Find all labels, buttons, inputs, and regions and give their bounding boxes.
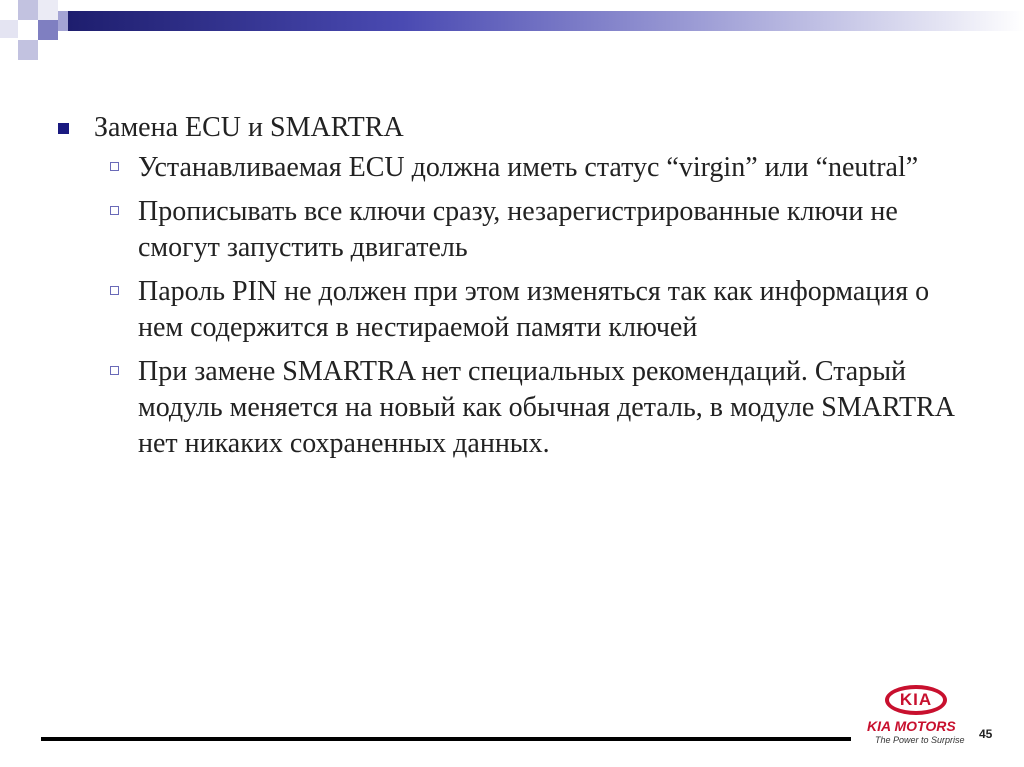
bullet-item-level1 — [56, 110, 976, 146]
hollow-square-bullet-icon — [110, 162, 119, 171]
footer-divider — [41, 737, 851, 741]
sub-bullet-text: При замене SMARTRA нет специальных рекомендаций. Старый модуль меняется на новый как обычная деталь, в модуле SMARTRA нет никаких сохраненных данных. — [138, 356, 954, 459]
decor-square — [18, 40, 38, 60]
sub-bullet-text: Пароль PIN не должен при этом изменяться так как информация о нем содержится в нестираемой памяти ключей — [138, 276, 930, 343]
decor-square — [38, 0, 58, 20]
bullet-title-text: Замена ECU и SMARTRA — [94, 112, 404, 143]
kia-motors-logo — [867, 685, 973, 751]
header-gradient-band — [68, 11, 1024, 31]
square-bullet-icon — [58, 123, 69, 134]
sub-bullet-item — [56, 150, 976, 186]
decor-square — [18, 20, 38, 40]
decor-square — [58, 11, 68, 31]
hollow-square-bullet-icon — [110, 366, 119, 375]
sub-bullet-text: Устанавливаемая ECU должна иметь статус “virgin” или “neutral” — [138, 152, 919, 183]
slide-content — [56, 110, 976, 470]
decor-square — [18, 0, 38, 20]
decor-square — [0, 20, 18, 38]
sub-bullet-item — [56, 354, 976, 462]
sub-bullet-item — [56, 194, 976, 266]
hollow-square-bullet-icon — [110, 206, 119, 215]
kia-logo-text: KIA — [899, 690, 933, 709]
decor-square — [38, 20, 58, 40]
hollow-square-bullet-icon — [110, 286, 119, 295]
sub-bullet-item — [56, 274, 976, 346]
sub-bullet-text: Прописывать все ключи сразу, незарегистрированные ключи не смогут запустить двигатель — [138, 196, 898, 263]
brand-slogan: The Power to Surprise — [875, 735, 965, 745]
brand-name: KIA MOTORS — [867, 718, 956, 734]
page-number: 45 — [979, 727, 993, 741]
